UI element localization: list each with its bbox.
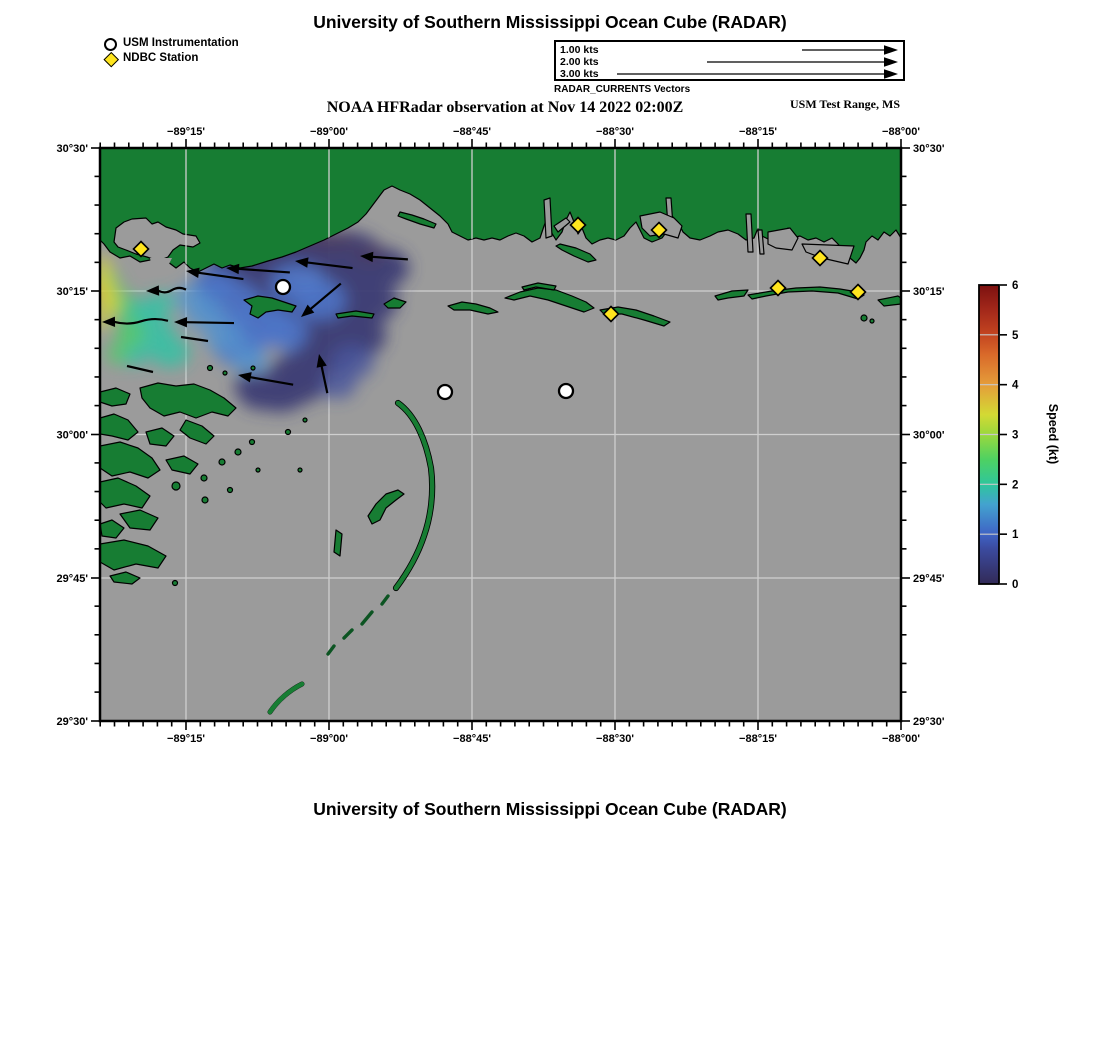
legend-item-usm — [104, 36, 239, 51]
colorbar-tick-label: 2 — [1012, 479, 1019, 492]
tick-label: −88°30' — [596, 733, 634, 745]
footer-title: University of Southern Mississippi Ocean Cube (RADAR) — [313, 799, 787, 819]
tick-label: 30°30' — [56, 143, 88, 155]
vector-caption: RADAR_CURRENTS Vectors — [554, 84, 691, 95]
tick-label: −89°15' — [167, 126, 205, 138]
islet — [861, 315, 867, 321]
tick-label: −88°00' — [882, 733, 920, 745]
island — [334, 530, 342, 556]
colorbar-tick-label: 0 — [1012, 579, 1019, 591]
tick-label: −88°30' — [596, 126, 634, 138]
page-title: University of Southern Mississippi Ocean Cube (RADAR) — [313, 12, 787, 32]
colorbar-tick-label: 4 — [1012, 379, 1019, 392]
tick-label: −89°00' — [310, 733, 348, 745]
tick-label: −88°15' — [739, 126, 777, 138]
scale-row-label: 2.00 kts — [560, 56, 599, 68]
islet — [870, 319, 874, 323]
legend-item-ndbc — [104, 51, 239, 66]
legend-label: NDBC Station — [123, 52, 199, 64]
usm-instrumentation-marker — [438, 385, 452, 399]
colorbar-tick-label: 6 — [1012, 280, 1019, 292]
colorbar-label: Speed (kt) — [1046, 403, 1060, 465]
tick-label: 29°45' — [913, 573, 945, 585]
test-range-label: USM Test Range, MS — [789, 97, 900, 111]
ndbc-diamond-icon — [104, 51, 119, 66]
colorbar-tick-label: 3 — [1012, 429, 1019, 442]
tick-label: −89°15' — [167, 733, 205, 745]
tick-label: 30°15' — [913, 286, 945, 298]
scale-row-label: 1.00 kts — [560, 44, 599, 56]
tick-label: 30°00' — [913, 429, 945, 442]
tick-label: 30°15' — [56, 286, 88, 298]
tick-label: 29°30' — [913, 716, 945, 728]
legend-label: USM Instrumentation — [123, 37, 239, 49]
tick-label: −89°00' — [310, 126, 348, 138]
tick-label: −88°45' — [453, 126, 491, 138]
scale-arrow-icons — [556, 42, 903, 79]
tick-label: −88°15' — [739, 733, 777, 745]
colorbar-tick-label: 5 — [1012, 329, 1019, 342]
tick-label: 30°30' — [913, 143, 945, 155]
usm-circle-icon — [104, 38, 117, 51]
vector-scale-box — [554, 40, 905, 81]
observation-subtitle: NOAA HFRadar observation at Nov 14 2022 02:00Z — [326, 99, 684, 116]
tick-label: −88°00' — [882, 126, 920, 138]
tick-label: 30°00' — [56, 429, 88, 442]
usm-instrumentation-marker — [276, 280, 290, 294]
colorbar — [979, 280, 1019, 591]
marker-legend — [104, 36, 239, 66]
tick-label: 29°45' — [56, 573, 88, 585]
tick-label: −88°45' — [453, 733, 491, 745]
tick-label: 29°30' — [56, 716, 88, 728]
scale-row-label: 3.00 kts — [560, 68, 599, 80]
colorbar-tick-label: 1 — [1012, 529, 1019, 542]
usm-instrumentation-marker — [559, 384, 573, 398]
